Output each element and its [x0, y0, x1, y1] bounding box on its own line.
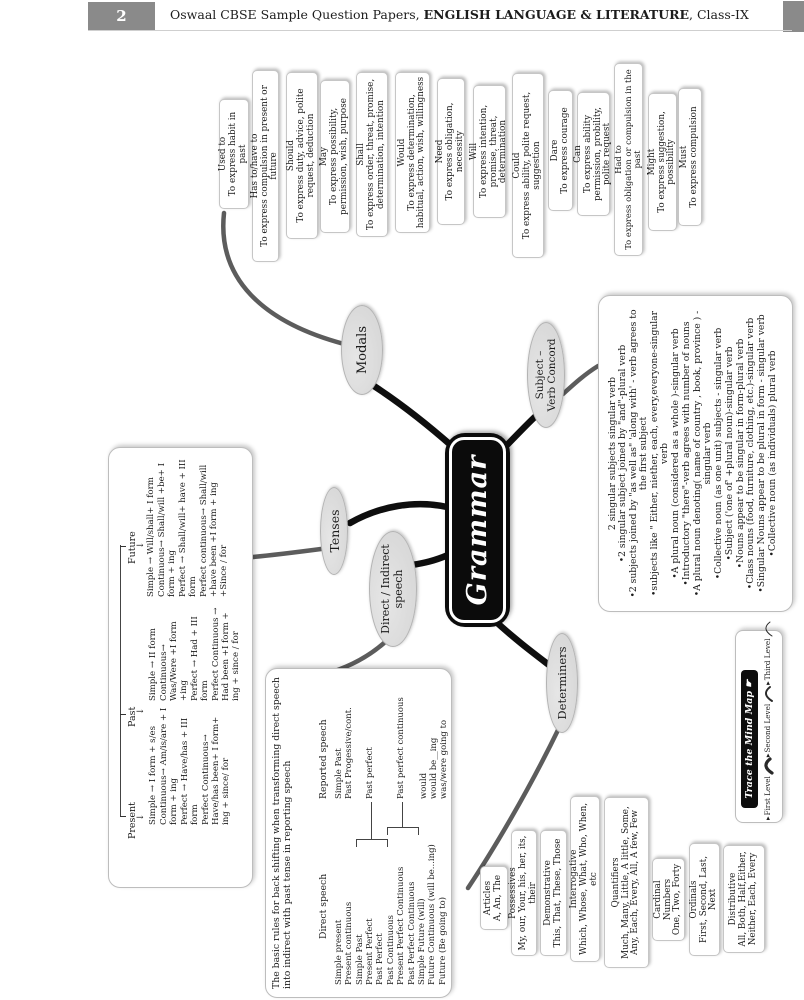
tense-rule: Perfect → Have/has + III form	[179, 717, 200, 825]
determiner-desc: One, Two, Forty	[672, 863, 683, 936]
tense-rule: Perfect Continuous→ Have/has been+ I form+ ing + since/ for	[200, 716, 231, 825]
branch-label-modals: Modals	[354, 325, 370, 375]
determiner-desc: All, Both, Half,Either, Neither, Each, Every	[738, 851, 758, 947]
determiner-box-ordinals	[689, 843, 720, 956]
modal-desc: To express duty, advice, polite request, deduction	[296, 88, 316, 223]
modal-desc: To express habit in past	[228, 111, 248, 197]
reported-item: would	[419, 772, 429, 799]
modal-desc: To express ability, polite request, suggestion	[522, 91, 542, 240]
tense-column-past: Past	[127, 706, 138, 727]
header-subject: ENGLISH LANGUAGE & LITERATURE	[423, 7, 690, 22]
determiner-title: Interrogative	[569, 849, 580, 909]
direct-item: Simple Past	[354, 934, 365, 985]
direct-indirect-box	[265, 668, 452, 998]
modal-title: Shall	[356, 143, 367, 166]
legend-title: Trace the Mind Map	[744, 690, 755, 799]
bracket-past-perfect-continuous	[387, 827, 419, 835]
modal-title: Must	[679, 145, 690, 169]
connector-grammar-tenses	[350, 504, 447, 523]
modal-desc: To express obligation or compulsion in the past	[622, 69, 643, 250]
determiner-box-interrogative	[570, 796, 600, 962]
svc-rule: •A plural noun denoting( name of country , book, province ) -singular verb	[691, 310, 714, 597]
modal-title: Could	[512, 152, 523, 179]
header-series: Oswaal CBSE Sample Question Papers,	[170, 7, 424, 22]
header-class: , Class-IX	[689, 7, 749, 22]
legend-box	[735, 630, 783, 823]
tense-rule: Continuous→ Am/is/are + I form + ing	[158, 707, 179, 825]
tense-column-present: Present	[127, 802, 138, 839]
determiner-desc: First, Second, Last, Next	[698, 855, 719, 944]
tense-rows-past	[149, 599, 243, 701]
connector-grammar-direct-indirect	[412, 555, 448, 565]
branch-ellipse-determiners	[546, 633, 578, 733]
svc-rule: •subjects like " Either, niether, each, every,everyone-singular verb	[649, 310, 671, 597]
tense-rule: Perfect → Had + III form	[189, 616, 210, 701]
tense-rows-present	[149, 703, 233, 825]
determiner-box-possessives	[508, 830, 538, 956]
modal-box-can	[572, 92, 613, 216]
direct-item: Future (Be going to)	[437, 896, 448, 985]
modal-desc: To express possibility, permission, wish, purpose	[329, 98, 349, 215]
determiner-box-distributive	[723, 845, 765, 953]
pointing-hand-icon: ☛	[744, 679, 755, 688]
central-node-title: Grammar	[462, 454, 493, 606]
tenses-box	[108, 447, 253, 888]
direct-item: Present continuous	[344, 901, 355, 985]
second-level-curve-icon	[761, 685, 774, 703]
determiner-box-quantifiers	[604, 797, 649, 968]
modal-title: Has to/have to	[249, 133, 260, 199]
modal-title: Might	[646, 148, 657, 176]
branch-ellipse-modals	[341, 305, 383, 395]
connector-tenses-box	[253, 549, 321, 557]
tense-rule: Simple → Will/shall+ I form	[146, 477, 156, 597]
connector-grammar-determiners	[494, 620, 549, 665]
direct-item: Present Perfect Continuous	[396, 866, 407, 985]
direct-item: Future Continuous (will be...ing)	[427, 844, 438, 985]
tense-rule: Continuous→ Shall/will +be+ I form + ing	[156, 463, 177, 597]
modal-desc: To express ability permission, probility, polite request	[582, 107, 613, 201]
modal-title: Had to	[613, 145, 624, 174]
legend-item-second-level	[761, 685, 774, 757]
subject-verb-concord-box	[598, 295, 793, 612]
modal-title: May	[319, 146, 330, 167]
modal-desc: To express obligation, necessity	[445, 102, 465, 201]
determiner-title: Ordinals	[688, 880, 699, 919]
svc-rule: •Subject ('one of' +plural noun)-singular verb	[723, 346, 735, 561]
modal-box-has-to	[249, 70, 280, 262]
determiner-title: Articles	[483, 880, 494, 916]
tenses-bracket-tick	[120, 816, 126, 817]
connector-subject-verb-box	[563, 366, 598, 394]
determiner-desc: A, An, The	[493, 874, 503, 922]
modal-title: Can	[572, 145, 583, 163]
branch-ellipse-tenses	[320, 487, 348, 575]
svc-rule: •A plural noun (considered as a whole )-singular verb	[670, 328, 682, 579]
svc-rule: •Nouns appear to be singular in form-plural verb	[734, 338, 746, 569]
svc-rule: •2 singular subject joined by "and"-plural verb	[617, 344, 629, 563]
modal-title: Should	[286, 139, 297, 172]
tense-rule: Simple → II form	[148, 628, 158, 701]
svc-rule: •Class nouns (food, furniture, clothing, etc.)-singular verb	[745, 317, 757, 590]
tenses-bracket-line	[120, 545, 121, 817]
legend-item-third-level	[761, 620, 774, 685]
bracket-past-perfect	[356, 839, 388, 847]
first-level-curve-icon	[761, 757, 774, 775]
tense-rule: Perfect continuous→ Shall/will +have been +I form + ing +Since / for	[198, 464, 229, 597]
triangle-bullet-icon: ▸	[763, 753, 772, 758]
modal-title: Need	[435, 139, 446, 164]
modal-box-will	[468, 85, 509, 218]
triangle-bullet-icon: ▸	[763, 816, 772, 820]
modal-desc: To express compulsion in present or future	[259, 85, 280, 247]
modal-box-must	[678, 88, 702, 226]
modal-box-might	[648, 93, 677, 231]
modal-box-need	[437, 78, 465, 225]
branch-label-tenses: Tenses	[326, 509, 342, 553]
central-node-grammar	[445, 433, 510, 627]
determiner-title: Distributive	[728, 872, 739, 926]
legend-label: Third Level	[763, 638, 772, 681]
determiner-box-cardinal-numbers	[652, 858, 685, 941]
direct-item: Simple Future (will)	[416, 898, 427, 985]
branch-label-subject-verb-line2: Verb Concord	[546, 338, 558, 412]
modal-desc: To express determination, habitual, action, wish, willingness	[406, 76, 427, 229]
tense-rule: Simple → I form + s/es	[148, 726, 158, 825]
reported-item: would be__ing	[429, 737, 439, 799]
reported-item: Past perfect	[365, 747, 375, 799]
legend-item-first-level	[761, 757, 774, 820]
svc-rule: •2 subjects joined by "as well as" 'along with' - verb agrees to the first subject	[628, 309, 650, 598]
modal-desc: To express intention, promise, threat, determination	[478, 104, 509, 199]
legend-items	[761, 631, 774, 820]
modal-desc: To express order, threat, promise, determination, intention	[366, 78, 386, 231]
branch-label-subject-verb-line1: Subject –	[533, 350, 546, 400]
tense-rule: Continuous→ Was/Were +I form +ing	[158, 621, 189, 701]
modal-desc: To express courage	[559, 107, 570, 194]
connector-grammar-subject-verb	[506, 414, 538, 446]
svc-rule: •Collective noun (as one unit) subjects - singular verb	[712, 327, 724, 580]
svc-rule: •Collective noun (as individuals) plural verb	[766, 350, 778, 557]
modal-title: Will	[468, 142, 479, 161]
branch-label-direct-indirect-line1: Direct / Indirect	[379, 544, 393, 634]
modal-desc: To express compulsion	[689, 106, 699, 208]
reported-item: Past perfect continuous	[396, 697, 406, 799]
tense-rule: Perfect → Shall/will+ have + III form	[177, 459, 198, 597]
svc-rule: •Singular Nouns appear to be plural in form - singular verb	[756, 314, 768, 593]
direct-item: Past Perfect Continuous	[406, 881, 417, 985]
direct-item: Present Perfect	[365, 918, 376, 985]
direct-speech-header: Direct speech	[318, 873, 329, 939]
reported-item: Past Progessive/cont.	[344, 707, 354, 799]
direct-indirect-intro: The basic rules for back shifting when transforming direct speech into indirect with past tense in reporting speech	[271, 677, 294, 989]
modal-box-had-to	[614, 63, 643, 256]
svc-rule: 2 singular subjects singular verb	[606, 376, 618, 531]
tense-column-future: Future	[127, 531, 138, 564]
tenses-bracket-tick	[120, 714, 126, 715]
branch-label-determiners: Determiners	[555, 646, 569, 720]
modal-box-used-to	[219, 99, 249, 209]
reported-item: was/were going to	[439, 719, 449, 799]
central-node-frame	[449, 437, 506, 623]
modal-desc: To express suggestion, possibility	[656, 111, 677, 213]
determiner-desc: Much, Many, Little, A little, Some, Any, Each, Every, All, A few, Few	[620, 806, 641, 959]
modal-box-may	[320, 80, 350, 233]
modal-box-dare	[548, 90, 573, 211]
legend-label: Second Level	[763, 703, 772, 753]
branch-label-direct-indirect-line2: speech	[392, 569, 405, 609]
arrow-down-icon: ↓	[136, 707, 146, 715]
determiner-desc: Which, Whose, What, Who, When, etc	[579, 802, 599, 956]
modal-box-shall	[356, 72, 388, 237]
modal-title: Used to	[218, 136, 229, 172]
determiner-desc: This, That, These, Those	[552, 838, 563, 948]
determiner-box-demonstrative	[540, 830, 567, 956]
arrow-down-icon: ↓	[136, 541, 146, 549]
connector-grammar-modals	[374, 386, 453, 447]
tense-rows-future	[147, 451, 231, 597]
triangle-bullet-icon: ▸	[763, 681, 772, 685]
branch-ellipse-direct-indirect	[369, 531, 417, 647]
determiner-title: Quantifiers	[610, 857, 621, 908]
direct-item: Past Continuous	[385, 914, 396, 985]
modal-box-could	[512, 73, 544, 258]
modal-box-would	[395, 72, 430, 233]
modal-title: Would	[396, 138, 407, 167]
reported-item: Simple Past	[334, 748, 344, 799]
tense-rule: Perfect Continuous → Had been +I form + ing + since / for	[210, 607, 241, 701]
determiner-title: Possessives	[508, 867, 519, 919]
bracket-connector	[402, 802, 403, 828]
determiner-title: Cardinal Numbers	[652, 878, 673, 921]
determiner-title: Demonstrative	[542, 860, 553, 926]
legend-title-band	[741, 670, 758, 808]
direct-item: Simple present	[334, 919, 344, 985]
reported-speech-header: Reported speech	[318, 719, 329, 799]
modal-box-should	[286, 72, 318, 239]
third-level-curve-icon	[761, 620, 774, 638]
legend-label: First Level	[763, 776, 772, 816]
direct-item: Past Perfect	[375, 933, 386, 985]
arrow-down-icon: ↓	[136, 813, 146, 821]
determiner-box-articles	[480, 866, 508, 930]
svc-rule: •Introductory "there"-verb agrees with number of nouns	[681, 321, 693, 586]
bracket-connector	[371, 802, 372, 840]
modal-title: Dare	[549, 139, 560, 162]
branch-ellipse-subject-verb-concord	[527, 322, 565, 428]
tenses-bracket-tick	[120, 546, 126, 547]
direct-speech-list	[334, 844, 448, 985]
determiner-desc: My, our, Your, his, her, its, their	[518, 835, 538, 951]
page-number: 2	[116, 7, 127, 25]
